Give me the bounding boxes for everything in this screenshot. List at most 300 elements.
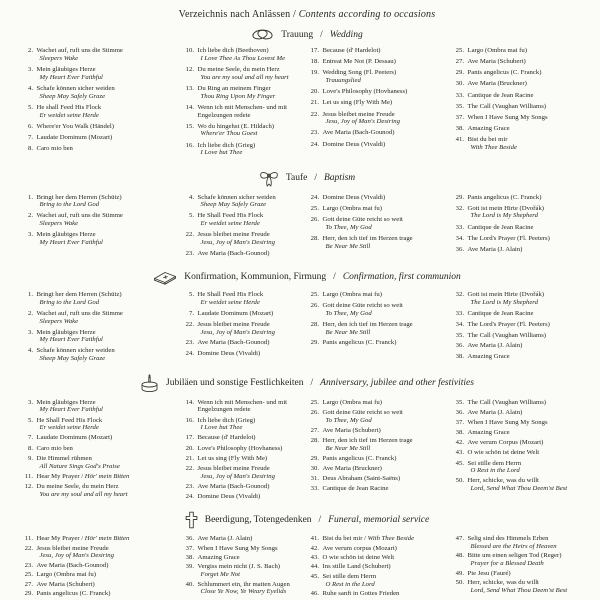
song-text — [323, 545, 397, 553]
song-title-separator: / — [79, 472, 85, 480]
song-entry — [306, 88, 451, 96]
song-subtitle: O Rest in the Lord — [470, 467, 520, 475]
song-entry — [306, 535, 451, 543]
song-entry — [451, 194, 592, 202]
song-number: 27. — [455, 58, 464, 66]
song-text — [37, 104, 102, 120]
song-title: Ave Maria (Bruckner) — [322, 464, 382, 472]
song-title: Wenn ich mit Menschen- und mit Engelzungen redete — [197, 398, 288, 414]
song-title: Bist du bei mir — [467, 136, 508, 144]
song-text — [323, 437, 413, 453]
song-entry — [306, 465, 451, 473]
song-column — [451, 194, 592, 262]
section-header-wedding — [20, 28, 594, 41]
song-number: 30. — [310, 464, 319, 472]
song-entry — [306, 141, 451, 149]
song-subtitle: Lord, Send What Thou Deem'st Best — [470, 485, 568, 493]
song-number: 11. — [24, 472, 33, 480]
song-entry — [181, 445, 306, 453]
song-text — [323, 205, 383, 213]
song-column — [181, 291, 306, 365]
song-number: 22. — [185, 320, 194, 328]
song-text — [323, 475, 401, 483]
song-title: Du meine Seele, du mein Herz — [197, 65, 280, 73]
song-subtitle: Blessed are the Heirs of Heaven — [470, 542, 557, 550]
song-title: Ich liebe dich (Beethoven) — [197, 47, 269, 54]
song-subtitle: Lord, Send What Thou Deem'st Best — [470, 586, 568, 594]
song-title: Du meine Seele, du mein Herz — [36, 482, 119, 490]
song-entry — [306, 205, 451, 213]
song-text — [198, 310, 274, 318]
song-entry — [451, 47, 592, 55]
song-number: 24. — [310, 140, 319, 148]
song-text — [323, 111, 400, 127]
song-number: 29. — [455, 193, 464, 201]
song-number: 50. — [455, 579, 464, 587]
song-column — [181, 194, 306, 262]
song-title: Ave Maria (Schubert) — [322, 426, 381, 434]
song-title: Because (d' Hardelot) — [197, 434, 256, 442]
song-text — [468, 449, 540, 457]
song-title: Amazing Grace — [197, 554, 240, 562]
song-number: 40. — [185, 580, 194, 588]
song-subtitle: Sheep May Safely Graze — [39, 354, 106, 362]
song-subtitle: Jesu, Joy of Man's Desiring — [200, 328, 275, 336]
song-title: Ave Maria (Bach-Gounod) — [197, 339, 270, 347]
song-text — [323, 573, 377, 589]
song-text — [198, 339, 270, 347]
song-text — [323, 563, 391, 571]
song-text — [323, 590, 400, 598]
song-subtitle: My Heart Ever Faithful — [39, 239, 103, 247]
song-number: 32. — [455, 291, 464, 299]
song-title: Panis angelicus (C. Franck) — [467, 193, 542, 201]
song-entry — [451, 321, 592, 329]
song-entry — [181, 212, 306, 228]
song-number: 37. — [185, 544, 194, 552]
song-text — [198, 493, 261, 501]
song-subtitle: Sleepers Wake — [39, 220, 79, 228]
section-title-de: Trauung — [281, 29, 314, 40]
song-number: 34. — [455, 234, 464, 242]
song-text — [468, 477, 568, 493]
song-text — [37, 134, 113, 142]
song-text — [37, 434, 113, 442]
section-title-en: Wedding — [329, 29, 363, 40]
song-entry — [451, 449, 592, 457]
song-text — [323, 409, 403, 425]
song-entry — [20, 104, 181, 120]
song-text — [198, 47, 286, 63]
song-number: 33. — [455, 91, 464, 99]
song-title: Sei stille dem Herrn — [467, 459, 522, 467]
song-title: Ave Maria (Schubert) — [467, 58, 526, 66]
song-subtitle: Jesu, Joy of Man's Desiring — [200, 472, 275, 480]
song-subtitle: Bring to the Lord God — [39, 201, 100, 209]
song-text — [37, 145, 73, 153]
song-text — [198, 231, 275, 247]
song-number: 29. — [310, 339, 319, 347]
song-title: Mein gläubiges Herze — [36, 65, 96, 73]
song-number: 8. — [27, 444, 33, 452]
song-title: Amazing Grace — [467, 125, 510, 133]
song-number: 25. — [310, 398, 319, 406]
song-number: 17. — [185, 434, 194, 442]
song-column — [306, 291, 451, 365]
song-column — [306, 194, 451, 262]
section-baptism — [20, 169, 594, 262]
song-number: 22. — [310, 110, 319, 118]
song-number: 12. — [24, 482, 33, 490]
song-text — [323, 88, 408, 96]
song-entry — [20, 291, 181, 307]
song-entry — [181, 321, 306, 337]
section-header-anniversary — [20, 374, 594, 393]
song-entry — [306, 485, 451, 493]
section-columns — [20, 291, 594, 365]
song-entry — [181, 310, 306, 318]
song-text — [37, 581, 95, 589]
song-entry — [20, 417, 181, 433]
song-entry — [306, 291, 451, 299]
song-subtitle: Trauungslied — [325, 77, 361, 85]
song-text — [37, 194, 122, 210]
song-subtitle: Jesu, Joy of Man's Desiring — [325, 118, 400, 126]
song-entry — [20, 145, 181, 153]
song-title: Caro mio ben — [36, 145, 73, 152]
song-text — [468, 58, 526, 66]
song-number: 3. — [27, 398, 33, 406]
song-entry — [181, 455, 306, 463]
song-title: Deus Abraham (Saint-Saëns) — [322, 475, 401, 483]
song-number: 48. — [455, 552, 464, 560]
song-text — [468, 114, 548, 122]
bible-icon — [153, 269, 177, 285]
song-title: He Shall Feed His Flock — [197, 291, 264, 299]
song-entry — [306, 545, 451, 553]
song-number: 4. — [188, 193, 194, 201]
song-column — [20, 399, 181, 504]
song-number: 21. — [185, 454, 194, 462]
song-text — [468, 460, 522, 476]
song-text — [198, 445, 283, 453]
song-title: Jesus bleibet meine Freude — [36, 544, 109, 552]
song-title: Jesus bleibet meine Freude — [197, 320, 270, 328]
song-entry — [306, 563, 451, 571]
song-number: 36. — [455, 342, 464, 350]
song-title: Die Himmel rühmen — [36, 454, 92, 462]
song-entry — [20, 590, 181, 598]
song-number: 41. — [310, 535, 319, 543]
song-entry — [306, 554, 451, 562]
song-text — [323, 129, 395, 137]
song-title: Herr, schicke, was du willt — [467, 579, 539, 587]
song-title: Herr, den ich tief im Herzen trage — [322, 320, 413, 328]
song-number: 23. — [310, 129, 319, 137]
song-subtitle: Sleepers Wake — [39, 54, 79, 62]
song-entry — [451, 235, 592, 243]
song-text — [468, 224, 534, 232]
song-text — [468, 80, 527, 88]
song-number: 34. — [455, 320, 464, 328]
song-subtitle: Sleepers Wake — [39, 317, 79, 325]
song-number: 19. — [310, 69, 319, 77]
song-number: 36. — [455, 408, 464, 416]
song-title: Panis angelicus (C. Franck) — [36, 590, 111, 598]
song-text — [468, 579, 568, 595]
song-text — [323, 235, 413, 251]
song-number: 25. — [455, 47, 464, 54]
song-column — [306, 399, 451, 504]
song-entry — [451, 399, 592, 407]
song-entry — [181, 545, 306, 553]
song-text — [468, 429, 510, 437]
song-text — [37, 417, 103, 433]
song-entry — [20, 85, 181, 101]
song-text — [198, 212, 264, 228]
song-entry — [451, 136, 592, 152]
song-entry — [181, 350, 306, 358]
song-subtitle: Forget Me Not — [200, 571, 240, 579]
song-text — [37, 399, 103, 415]
song-text — [468, 342, 523, 350]
song-entry — [306, 194, 451, 202]
song-entry — [181, 142, 306, 158]
song-entry — [451, 460, 592, 476]
song-entry — [306, 573, 451, 589]
song-text — [37, 545, 114, 561]
song-subtitle: To Thee, My God — [325, 309, 372, 317]
song-text — [198, 350, 261, 358]
song-text — [468, 103, 547, 111]
song-number: 49. — [455, 569, 464, 577]
song-column — [451, 399, 592, 504]
song-text — [37, 231, 103, 247]
section-title-de: Taufe — [285, 173, 308, 184]
song-subtitle: Close Ye Now, Ye Weary Eyelids — [200, 588, 287, 596]
page-title-de: Verzeichnis nach Anlässen — [178, 9, 291, 20]
song-title: Gott ist mein Hirte (Dvořák) — [467, 291, 545, 299]
song-column — [181, 535, 306, 599]
song-number: 20. — [185, 444, 194, 452]
song-title: Mein gläubiges Herze — [36, 328, 96, 336]
song-subtitle: My Heart Ever Faithful — [39, 73, 103, 81]
song-title: Du Ring an meinem Finger — [197, 84, 271, 92]
song-number: 28. — [310, 320, 319, 328]
song-entry — [451, 353, 592, 361]
song-entry — [20, 329, 181, 345]
song-number: 3. — [27, 328, 33, 336]
song-text — [468, 321, 550, 329]
song-number: 2. — [27, 309, 33, 317]
song-entry — [20, 47, 181, 63]
song-title: Largo (Ombra mai fu) — [467, 47, 527, 54]
song-text — [37, 310, 123, 326]
song-entry — [451, 419, 592, 427]
song-subtitle: The Lord is My Shepherd — [470, 212, 538, 220]
song-text — [37, 571, 97, 579]
song-entry — [20, 194, 181, 210]
song-title: Domine Deus (Vivaldi) — [197, 492, 261, 500]
song-number: 18. — [310, 58, 319, 66]
song-text — [323, 194, 386, 202]
song-number: 11. — [24, 535, 33, 543]
song-title: Wo du hingehst (E. Hildach) — [197, 122, 275, 130]
song-number: 37. — [455, 113, 464, 121]
song-text — [198, 434, 256, 442]
song-number: 30. — [455, 80, 464, 88]
song-title: Ave Maria (J. Alain) — [467, 408, 523, 416]
song-title: When I Have Sung My Songs — [467, 113, 548, 121]
song-column — [306, 47, 451, 161]
song-number: 22. — [185, 464, 194, 472]
song-text — [468, 535, 557, 551]
song-title: Ave Maria (J. Alain) — [197, 535, 253, 543]
song-text — [37, 123, 114, 131]
song-title: Ave Maria (Bach-Gounod) — [197, 482, 270, 490]
song-title: Mein gläubiges Herze — [36, 398, 96, 406]
song-entry — [181, 104, 306, 120]
song-text — [37, 212, 123, 228]
song-entry — [20, 562, 181, 570]
song-number: 36. — [185, 535, 194, 543]
page-title-en: Contents according to occasions — [298, 9, 436, 20]
song-text — [198, 465, 275, 481]
song-number: 23. — [185, 482, 194, 490]
song-number: 1. — [27, 193, 33, 201]
song-number: 25. — [310, 291, 319, 299]
song-number: 28. — [310, 234, 319, 242]
song-entry — [181, 554, 306, 562]
song-entry — [181, 291, 306, 307]
song-number: 42. — [455, 439, 464, 447]
song-title: Bringt her dem Herren (Schütz) — [36, 291, 122, 299]
section-title-en: Anniversary, jubilee and other festivities — [320, 378, 474, 389]
song-title: He Shall Feed His Flock — [197, 212, 264, 220]
song-number: 29. — [24, 590, 33, 598]
song-title: Laudate Dominum (Mozart) — [36, 434, 113, 442]
song-title: Wenn ich mit Menschen- und mit Engelzungen redete — [197, 103, 288, 119]
song-subtitle: I Love but Thee — [200, 149, 243, 157]
song-number: 35. — [455, 331, 464, 339]
song-entry — [451, 103, 592, 111]
song-title: Ruhe sanft in Gottes Frieden — [322, 590, 400, 598]
song-title: Wachet auf, ruft uns die Stimme — [36, 212, 123, 220]
song-title: Hear My Prayer — [36, 472, 80, 480]
song-title: Ave Maria (Bach-Gounod) — [36, 561, 109, 569]
song-title-separator: / — [79, 535, 85, 543]
song-entry — [451, 429, 592, 437]
song-text — [198, 66, 289, 82]
song-title: When I Have Sung My Songs — [467, 418, 548, 426]
song-number: 12. — [185, 65, 194, 73]
song-entry — [451, 58, 592, 66]
song-number: 10. — [185, 47, 194, 54]
song-entry — [451, 291, 592, 307]
song-number: 29. — [455, 69, 464, 77]
section-title-separator: / — [320, 29, 323, 40]
song-title: The Lord's Prayer (Fl. Peeters) — [467, 234, 550, 242]
song-text — [198, 483, 270, 491]
song-number: 4. — [27, 347, 33, 355]
song-subtitle: Er weidet seine Herde — [39, 111, 99, 119]
song-entry — [306, 427, 451, 435]
section-header-baptism — [20, 169, 594, 188]
song-column — [20, 535, 181, 599]
section-columns — [20, 399, 594, 504]
song-number: 33. — [455, 223, 464, 231]
song-text — [198, 581, 290, 597]
song-number: 26. — [310, 302, 319, 310]
song-entry — [306, 58, 451, 66]
song-entry — [20, 212, 181, 228]
song-entry — [306, 47, 451, 55]
song-title: Entreat Me Not (P. Dessau) — [322, 58, 396, 66]
song-entry — [306, 235, 451, 251]
song-title: Ave Maria (Bach-Gounod) — [322, 129, 395, 137]
song-entry — [451, 125, 592, 133]
song-text — [323, 58, 396, 66]
song-text — [468, 570, 511, 578]
song-title: Love's Philosophy (Hovhaness) — [322, 88, 408, 96]
song-title: Domine Deus (Vivaldi) — [197, 350, 261, 358]
song-text — [198, 85, 276, 101]
song-title: He Shall Feed His Flock — [36, 416, 103, 424]
song-entry — [181, 339, 306, 347]
song-number: 33. — [455, 309, 464, 317]
song-text — [468, 136, 517, 152]
song-number: 38. — [455, 353, 464, 361]
song-entry — [20, 347, 181, 363]
song-text — [323, 399, 383, 407]
song-title: Ich liebe dich (Grieg) — [197, 141, 256, 149]
song-column — [181, 399, 306, 504]
song-text — [468, 125, 510, 133]
song-text — [198, 321, 275, 337]
song-text — [468, 353, 510, 361]
song-title: The Call (Vaughan Williams) — [467, 398, 547, 406]
song-number: 41. — [455, 136, 464, 144]
song-title: Schafe können sicher weiden — [197, 193, 276, 201]
song-number: 32. — [455, 204, 464, 212]
section-title-separator: / — [310, 378, 314, 389]
song-subtitle: Bring to the Lord God — [39, 299, 100, 307]
song-number: 24. — [185, 492, 194, 500]
song-title: Bist du bei mir — [322, 535, 363, 543]
song-number: 5. — [27, 416, 33, 424]
song-entry — [451, 224, 592, 232]
song-subtitle: Jesu, Joy of Man's Desiring — [39, 552, 114, 560]
section-header-confirmation — [20, 269, 594, 285]
song-title: The Lord's Prayer (Fl. Peeters) — [467, 320, 550, 328]
song-title-separator: / — [362, 535, 368, 543]
song-number: 42. — [310, 544, 319, 552]
song-text — [198, 291, 264, 307]
song-title: Let us sing (Fly With Me) — [197, 454, 268, 462]
song-column — [451, 47, 592, 161]
song-number: 23. — [24, 561, 33, 569]
song-number: 6. — [27, 122, 33, 130]
song-entry — [306, 302, 451, 318]
song-title: Amazing Grace — [467, 429, 510, 437]
song-text — [323, 141, 386, 149]
bow-icon — [259, 169, 279, 188]
song-entry — [20, 473, 181, 481]
song-entry — [181, 563, 306, 579]
song-text — [37, 473, 130, 481]
song-entry — [181, 581, 306, 597]
song-text — [37, 47, 123, 63]
